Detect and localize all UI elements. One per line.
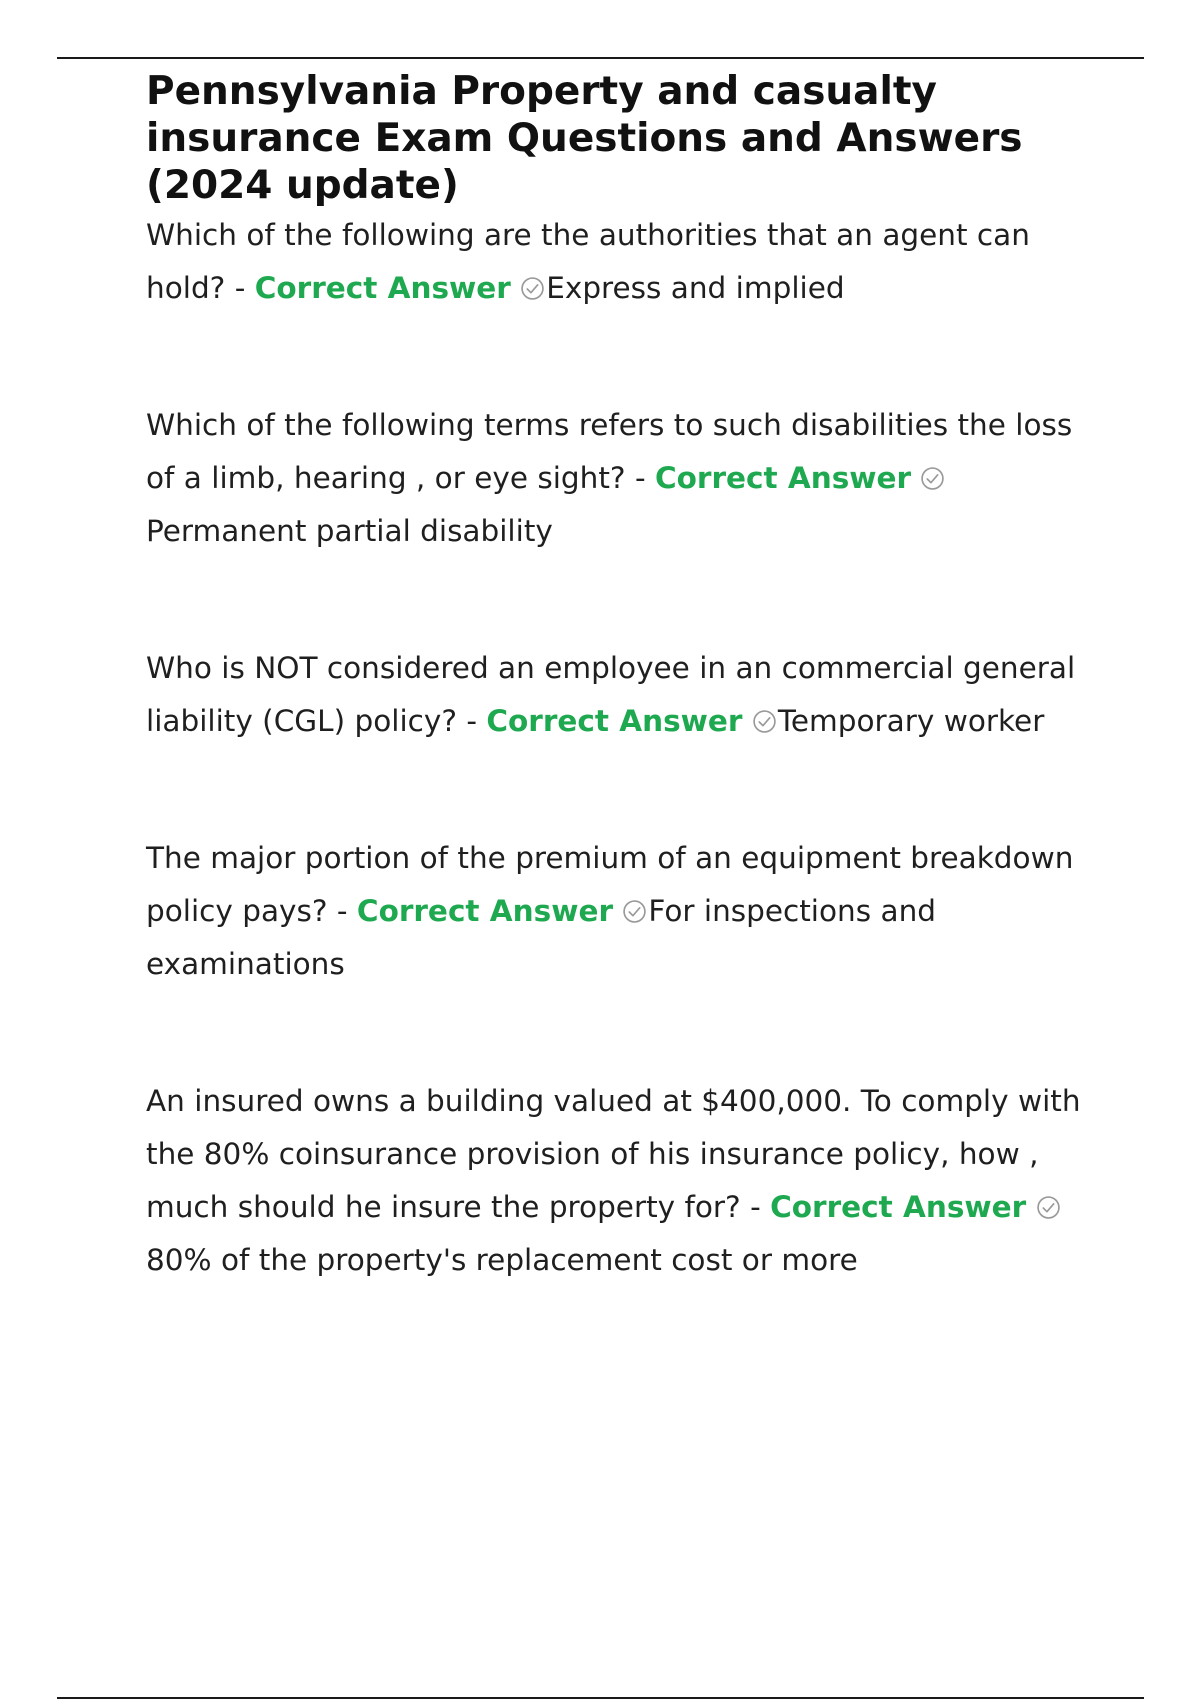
question-text: Who is NOT considered an employee in an commercial general liability (CGL) policy?: [146, 651, 1076, 738]
qa-item-1: [146, 209, 1106, 315]
qa-item-5: [146, 1075, 1106, 1287]
question-text: An insured owns a building valued at $400,000. To comply with the 80% coinsurance provision of his insurance policy, how , much should he insure the property for?: [146, 1084, 1081, 1224]
answer-text: Temporary worker: [777, 704, 1045, 738]
answer-text: Permanent partial disability: [146, 514, 553, 548]
separator: -: [327, 894, 357, 928]
answer-text: For inspections and examinations: [146, 894, 936, 981]
bottom-rule: [57, 1697, 1144, 1699]
separator: -: [456, 704, 487, 738]
page-title: Pennsylvania Property and casualty insurance Exam Questions and Answers (2024 update): [146, 69, 1023, 208]
separator: -: [625, 461, 655, 495]
correct-answer-label: Correct Answer: [770, 1190, 1027, 1224]
qa-item-3: [146, 642, 1106, 748]
separator: -: [225, 271, 255, 305]
correct-answer-label: Correct Answer: [486, 704, 743, 738]
question-text: Which of the following terms refers to such disabilities the loss of a limb, hearing , or eye sight?: [146, 408, 1073, 495]
answer-text: Express and implied: [546, 271, 845, 305]
correct-answer-label: Correct Answer: [254, 271, 511, 305]
correct-answer-label: Correct Answer: [654, 461, 912, 495]
correct-answer-label: Correct Answer: [356, 894, 614, 928]
check-circle-icon: [520, 276, 545, 301]
check-circle-icon: [752, 709, 777, 734]
question-text: The major portion of the premium of an equipment breakdown policy pays?: [146, 841, 1074, 928]
check-circle-icon: [622, 899, 647, 924]
check-circle-icon: [1036, 1195, 1061, 1220]
top-rule: [57, 57, 1144, 59]
qa-item-4: [146, 832, 1106, 991]
question-text: Which of the following are the authorities that an agent can hold?: [146, 218, 1030, 305]
check-circle-icon: [920, 466, 945, 491]
qa-item-2: [146, 399, 1106, 558]
answer-text: 80% of the property's replacement cost or more: [146, 1243, 858, 1277]
document-body: [146, 68, 1106, 1287]
separator: -: [740, 1190, 771, 1224]
